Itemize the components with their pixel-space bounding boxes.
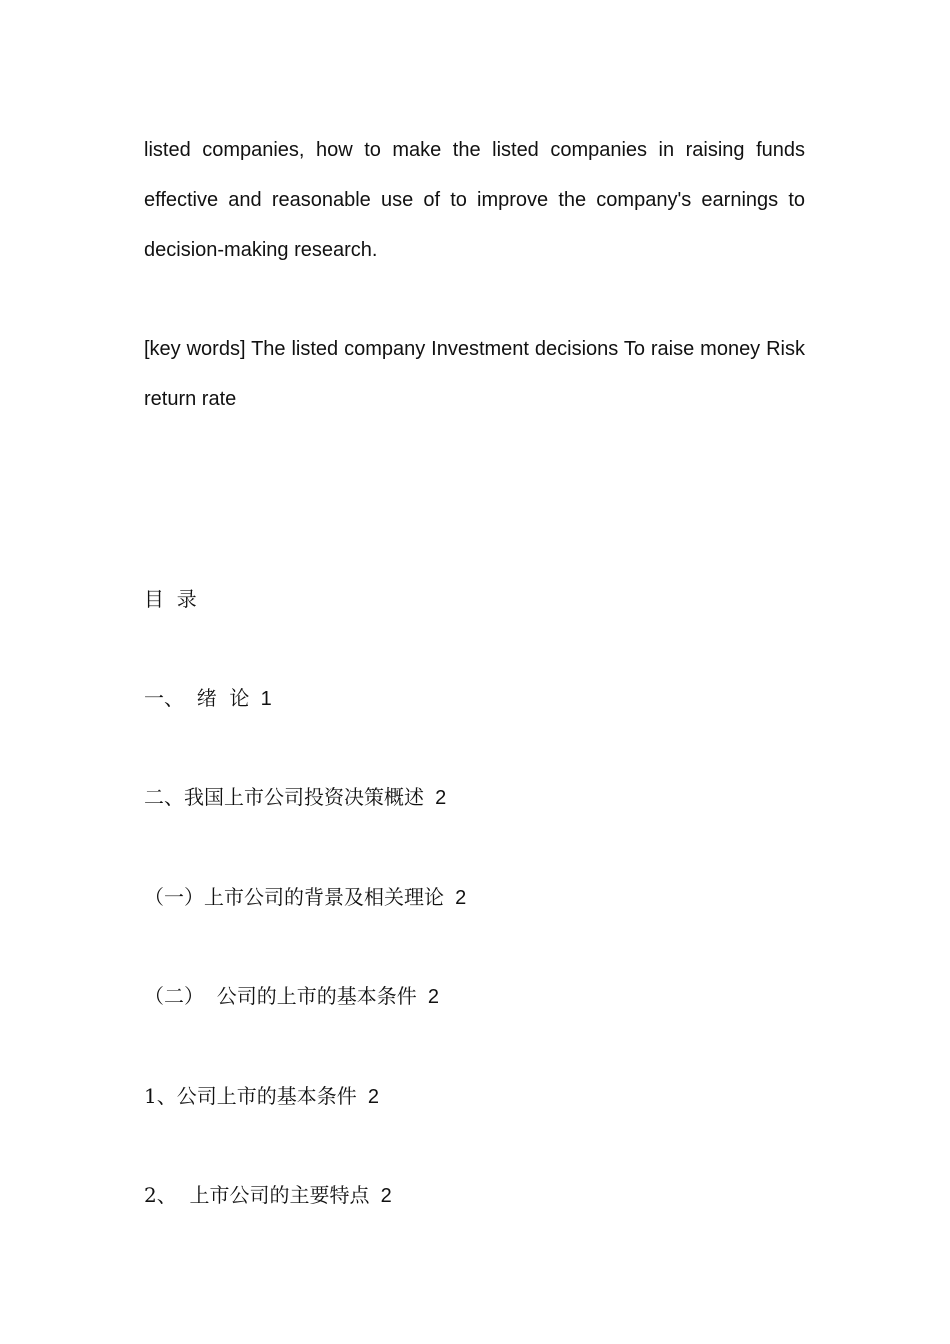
- toc-entry-page: 2: [435, 787, 447, 809]
- toc-entry-page: 2: [367, 1086, 379, 1108]
- toc-entry-label: 二、我国上市公司投资决策概述: [144, 785, 424, 809]
- toc-entry: [144, 882, 466, 913]
- toc-entry-label: （一）上市公司的背景及相关理论: [144, 885, 444, 909]
- toc-entry: [144, 1180, 392, 1211]
- toc-entry: [144, 1081, 379, 1112]
- abstract-paragraph: listed companies, how to make the listed companies in raising funds effective and reasonable use of to improve the company's earnings to decision-making research.: [144, 139, 805, 261]
- toc-entry-label: 一、 绪 论: [144, 686, 250, 710]
- toc-entry-label: 1、公司上市的基本条件: [144, 1084, 357, 1108]
- toc-entry-page: 2: [455, 887, 467, 909]
- toc-title: 目 录: [144, 587, 197, 611]
- toc-entry: [144, 683, 272, 714]
- toc-entry-label: 2、 上市公司的主要特点: [144, 1183, 370, 1207]
- toc-entry-page: 2: [380, 1185, 392, 1207]
- toc-entry: [144, 782, 446, 813]
- toc-entry-page: 2: [427, 986, 439, 1008]
- toc-entry-page: 1: [260, 688, 272, 710]
- keywords-paragraph: [key words] The listed company Investment decisions To raise money Risk return rate: [144, 338, 805, 410]
- toc-entry-label: （二） 公司的上市的基本条件: [144, 984, 417, 1008]
- toc-entry: [144, 981, 439, 1012]
